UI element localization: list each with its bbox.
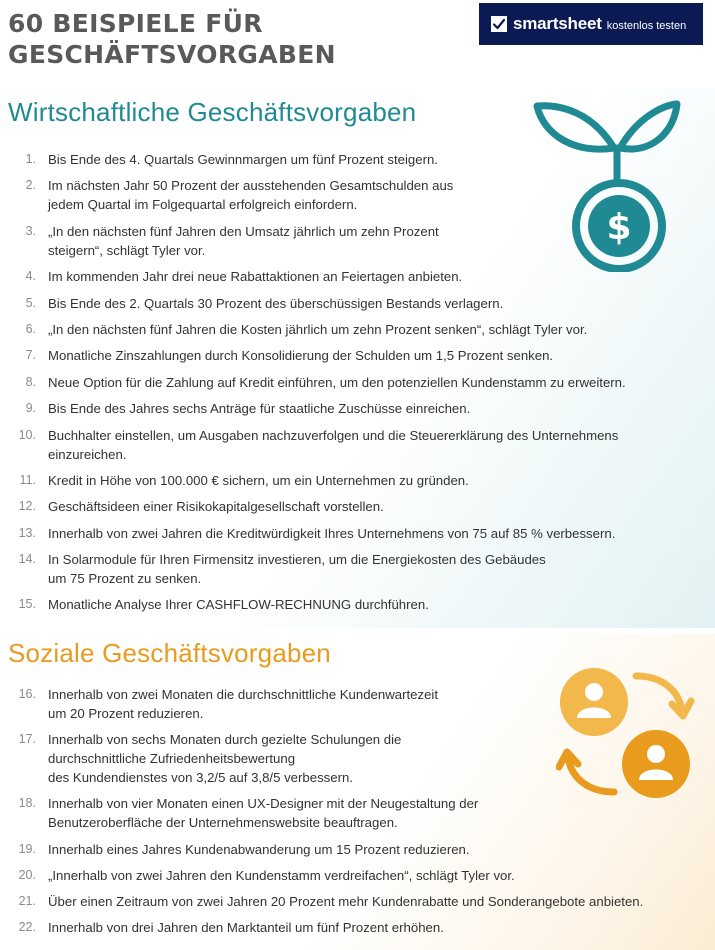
list-item: 18. Innerhalb von vier Monaten einen UX-Designer mit der Neugestaltung der Benutzeroberfläche der Unternehmenswebsite beauftragen. xyxy=(18,796,479,831)
list-item: 19. Innerhalb eines Jahres Kundenabwanderung um 15 Prozent reduzieren. xyxy=(18,841,470,857)
economic-goals-section xyxy=(0,88,715,628)
list-item: 16. Innerhalb von zwei Monaten die durchschnittliche Kundenwartezeit um 20 Prozent reduzieren. xyxy=(18,687,438,721)
banner-cta: kostenlos testen xyxy=(606,19,687,32)
list-item: 21. Über einen Zeitraum von zwei Jahren 20 Prozent mehr Kundenrabatte und Sonderangebote anbieten. xyxy=(18,893,644,909)
list-item: 14. In Solarmodule für Ihren Firmensitz investieren, um die Energiekosten des Gebäudes um 75 Prozent zu senken. xyxy=(18,552,546,587)
social-heading: Soziale Geschäftsvorgaben xyxy=(8,638,331,668)
svg-text:$: $ xyxy=(606,207,632,248)
list-item: 9. Bis Ende des Jahres sechs Anträge für staatliche Zuschüsse einreichen. xyxy=(25,401,471,417)
list-item: 17. Innerhalb von sechs Monaten durch gezielte Schulungen die durchschnittliche Zufriedenheitsbewertung des Kundendienstes von 3,2/5 auf 3,8/5 verbessern. xyxy=(18,732,402,786)
economic-goals-list xyxy=(0,150,715,622)
list-item: 20. „Innerhalb von zwei Jahren den Kundenstamm verdreifachen“, schlägt Tyler vor. xyxy=(18,867,515,883)
list-item: 5. Bis Ende des 2. Quartals 30 Prozent des überschüssigen Bestands verlagern. xyxy=(25,295,504,311)
list-item: 4. Im kommenden Jahr drei neue Rabattaktionen an Feiertagen anbieten. xyxy=(25,269,463,285)
smartsheet-logo-icon xyxy=(491,16,507,32)
social-goals-list xyxy=(0,685,715,944)
list-item: 8. Neue Option für die Zahlung auf Kredit einführen, um den potenziellen Kundenstamm zu erweitern. xyxy=(25,374,626,390)
list-item: 1. Bis Ende des 4. Quartals Gewinnmargen um fünf Prozent steigern. xyxy=(25,152,438,167)
list-item: 15. Monatliche Analyse Ihrer CASHFLOW-RECHNUNG durchführen. xyxy=(18,597,429,613)
list-item: 2. Im nächsten Jahr 50 Prozent der ausstehenden Gesamtschulden aus jedem Quartal im Folgequartal erfolgreich einfordern. xyxy=(25,178,454,213)
social-goals-section xyxy=(0,634,715,950)
page-title xyxy=(8,8,448,70)
smartsheet-trial-banner[interactable] xyxy=(479,3,703,45)
list-item: 10. Buchhalter einstellen, um Ausgaben nachzuverfolgen und die Steuererklärung des Unternehmens einzureichen. xyxy=(18,427,619,462)
list-item: 12. Geschäftsideen einer Risikokapitalgesellschaft vorstellen. xyxy=(18,499,384,515)
list-item: 22. Innerhalb von drei Jahren den Marktanteil um fünf Prozent erhöhen. xyxy=(18,920,444,936)
list-item: 7. Monatliche Zinszahlungen durch Konsolidierung der Schulden um 1,5 Prozent senken. xyxy=(25,348,554,364)
list-item: 11. Kredit in Höhe von 100.000 € sichern, um ein Unternehmen zu gründen. xyxy=(19,472,469,488)
banner-brand: smartsheet xyxy=(513,14,602,33)
list-item: 6. „In den nächsten fünf Jahren die Kosten jährlich um zehn Prozent senken“, schlägt Tyler vor. xyxy=(25,321,588,337)
page-title-line-1: 60 BEISPIELE FÜR xyxy=(8,9,263,38)
page-title-line-2: GESCHÄFTSVORGABEN xyxy=(8,40,336,69)
economic-heading: Wirtschaftliche Geschäftsvorgaben xyxy=(8,97,417,127)
list-item: 13. Innerhalb von zwei Jahren die Kreditwürdigkeit Ihres Unternehmens von 75 auf 85 % verbessern. xyxy=(18,525,616,541)
list-item: 3. „In den nächsten fünf Jahren den Umsatz jährlich um zehn Prozent steigern“, schlägt Tyler vor. xyxy=(25,223,439,258)
